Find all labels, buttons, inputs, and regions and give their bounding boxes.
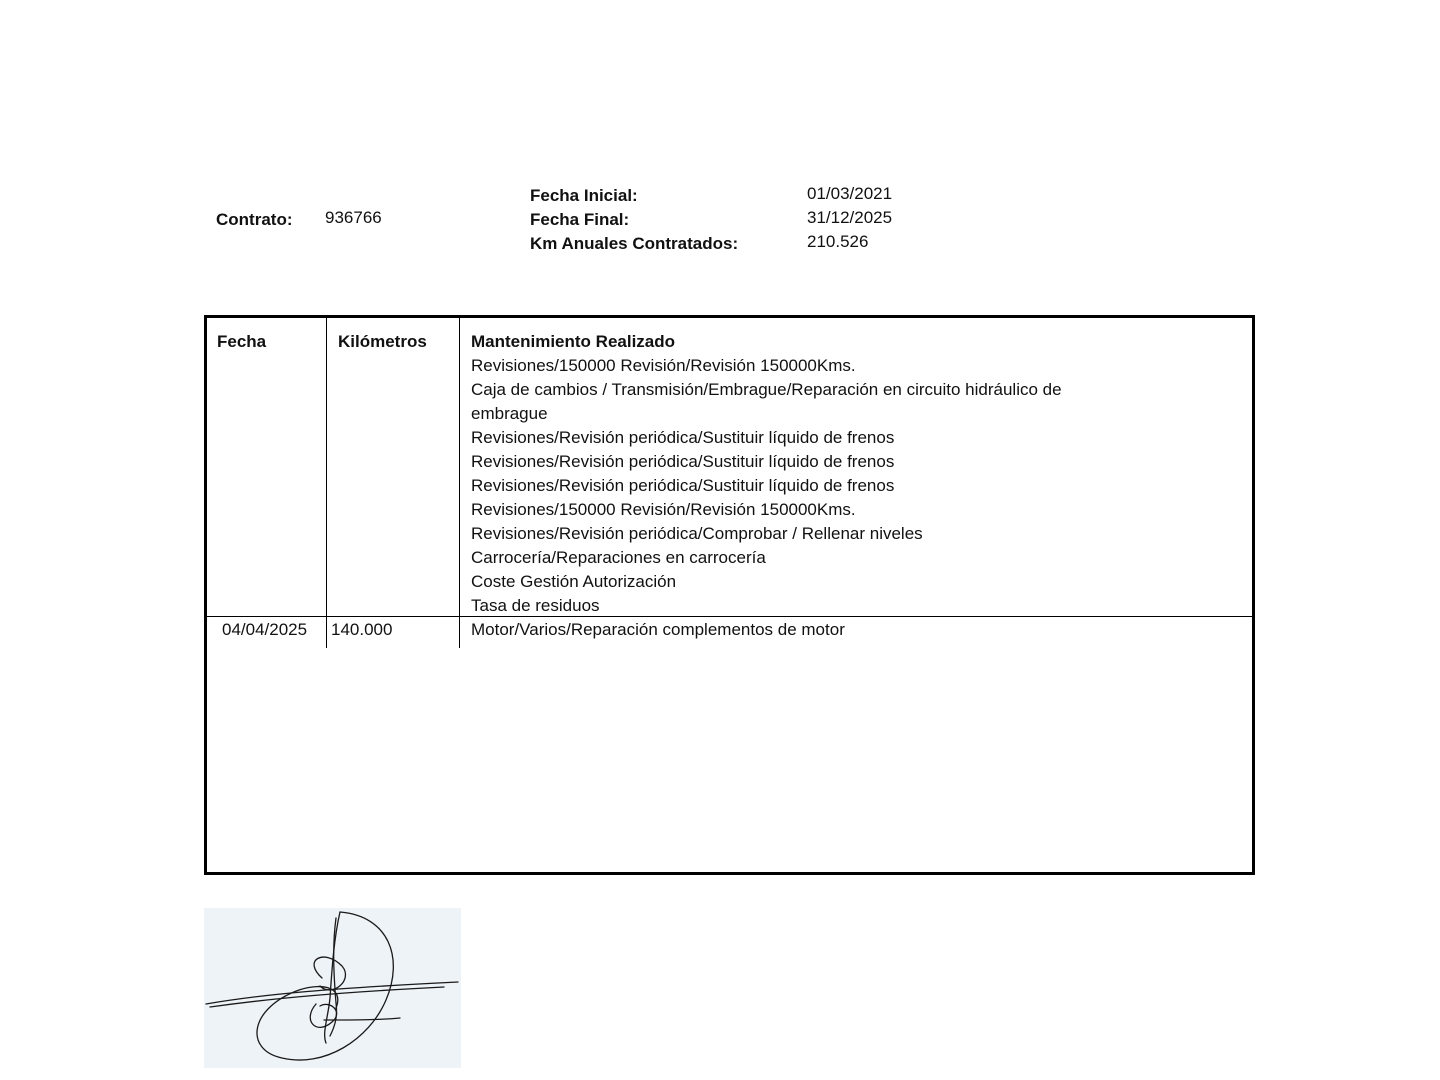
- maintenance-table: [204, 315, 1255, 875]
- header-fecha: Fecha: [217, 332, 267, 351]
- list-item: Revisiones/Revisión periódica/Comprobar / Rellenar niveles: [471, 524, 923, 543]
- contract-label: Contrato:: [216, 210, 293, 229]
- annual-km-value: 210.526: [807, 232, 869, 251]
- list-item: Revisiones/150000 Revisión/Revisión 150000Kms.: [471, 356, 856, 375]
- list-item: Revisiones/Revisión periódica/Sustituir líquido de frenos: [471, 452, 895, 471]
- row-kilometers: 140.000: [331, 620, 393, 639]
- signature-icon: [204, 908, 461, 1068]
- header-kilometros: Kilómetros: [338, 332, 427, 351]
- column-divider: [459, 318, 460, 648]
- column-divider: [326, 318, 327, 648]
- contract-number: 936766: [325, 208, 382, 227]
- list-item: Revisiones/Revisión periódica/Sustituir líquido de frenos: [471, 476, 895, 495]
- list-item: Coste Gestión Autorización: [471, 572, 677, 591]
- list-item: Revisiones/Revisión periódica/Sustituir líquido de frenos: [471, 428, 895, 447]
- end-date-label: Fecha Final:: [530, 210, 630, 229]
- list-item: Caja de cambios / Transmisión/Embrague/Reparación en circuito hidráulico de embrague: [471, 380, 1062, 423]
- list-item: Tasa de residuos: [471, 596, 600, 615]
- start-date-label: Fecha Inicial:: [530, 186, 638, 205]
- list-item: Revisiones/150000 Revisión/Revisión 150000Kms.: [471, 500, 856, 519]
- annual-km-label: Km Anuales Contratados:: [530, 234, 739, 253]
- maintenance-items-list: [471, 354, 1111, 618]
- row-description: Motor/Varios/Reparación complementos de motor: [471, 620, 845, 639]
- row-date: 04/04/2025: [222, 620, 308, 639]
- start-date-value: 01/03/2021: [807, 184, 893, 203]
- list-item: Carrocería/Reparaciones en carrocería: [471, 548, 766, 567]
- end-date-value: 31/12/2025: [807, 208, 893, 227]
- header-mantenimiento: Mantenimiento Realizado: [471, 332, 676, 351]
